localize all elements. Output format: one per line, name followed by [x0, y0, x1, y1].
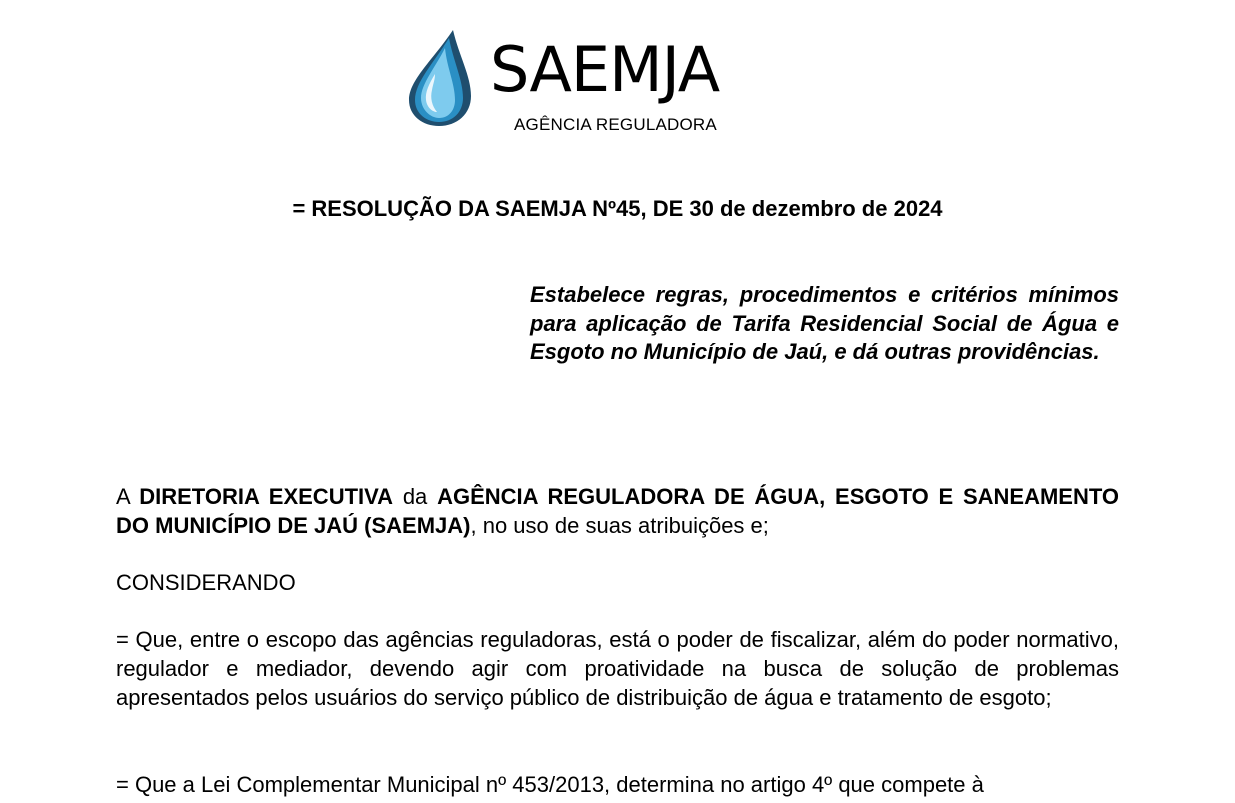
logo	[405, 28, 750, 138]
preamble-paragraph	[116, 482, 1119, 540]
water-drop-icon	[405, 28, 475, 128]
preamble-text: , no uso de suas atribuições e;	[470, 513, 769, 538]
document-title: = RESOLUÇÃO DA SAEMJA Nº45, DE 30 de dezembro de 2024	[292, 196, 943, 221]
preamble-bold-board: DIRETORIA EXECUTIVA	[139, 484, 394, 509]
paragraph: = Que a Lei Complementar Municipal nº 453/2013, determina no artigo 4º que compete à	[116, 772, 984, 797]
logo-name: SAEMJA	[490, 33, 720, 106]
ementa: Estabelece regras, procedimentos e critérios mínimos para aplicação de Tarifa Residencial Social de Água e Esgoto no Município de Jaú, e dá outras providências.	[530, 282, 1119, 364]
paragraph: = Que, entre o escopo das agências reguladoras, está o poder de fiscalizar, além do poder normativo, regulador e mediador, devendo agir com proatividade na busca de solução de problemas apresentados pelos usuários do serviço público de distribuição de água e tratamento de esgoto;	[116, 627, 1119, 710]
preamble-bold-agency: AGÊNCIA REGULADORA DE ÁGUA, ESGOTO E SANEAMENTO DO MUNICÍPIO DE JAÚ (SAEMJA)	[116, 484, 1119, 538]
preamble-text: A	[116, 484, 140, 509]
preamble-text: da	[393, 484, 438, 509]
logo-subtitle: AGÊNCIA REGULADORA	[514, 115, 717, 134]
considerando-heading: CONSIDERANDO	[116, 570, 296, 595]
